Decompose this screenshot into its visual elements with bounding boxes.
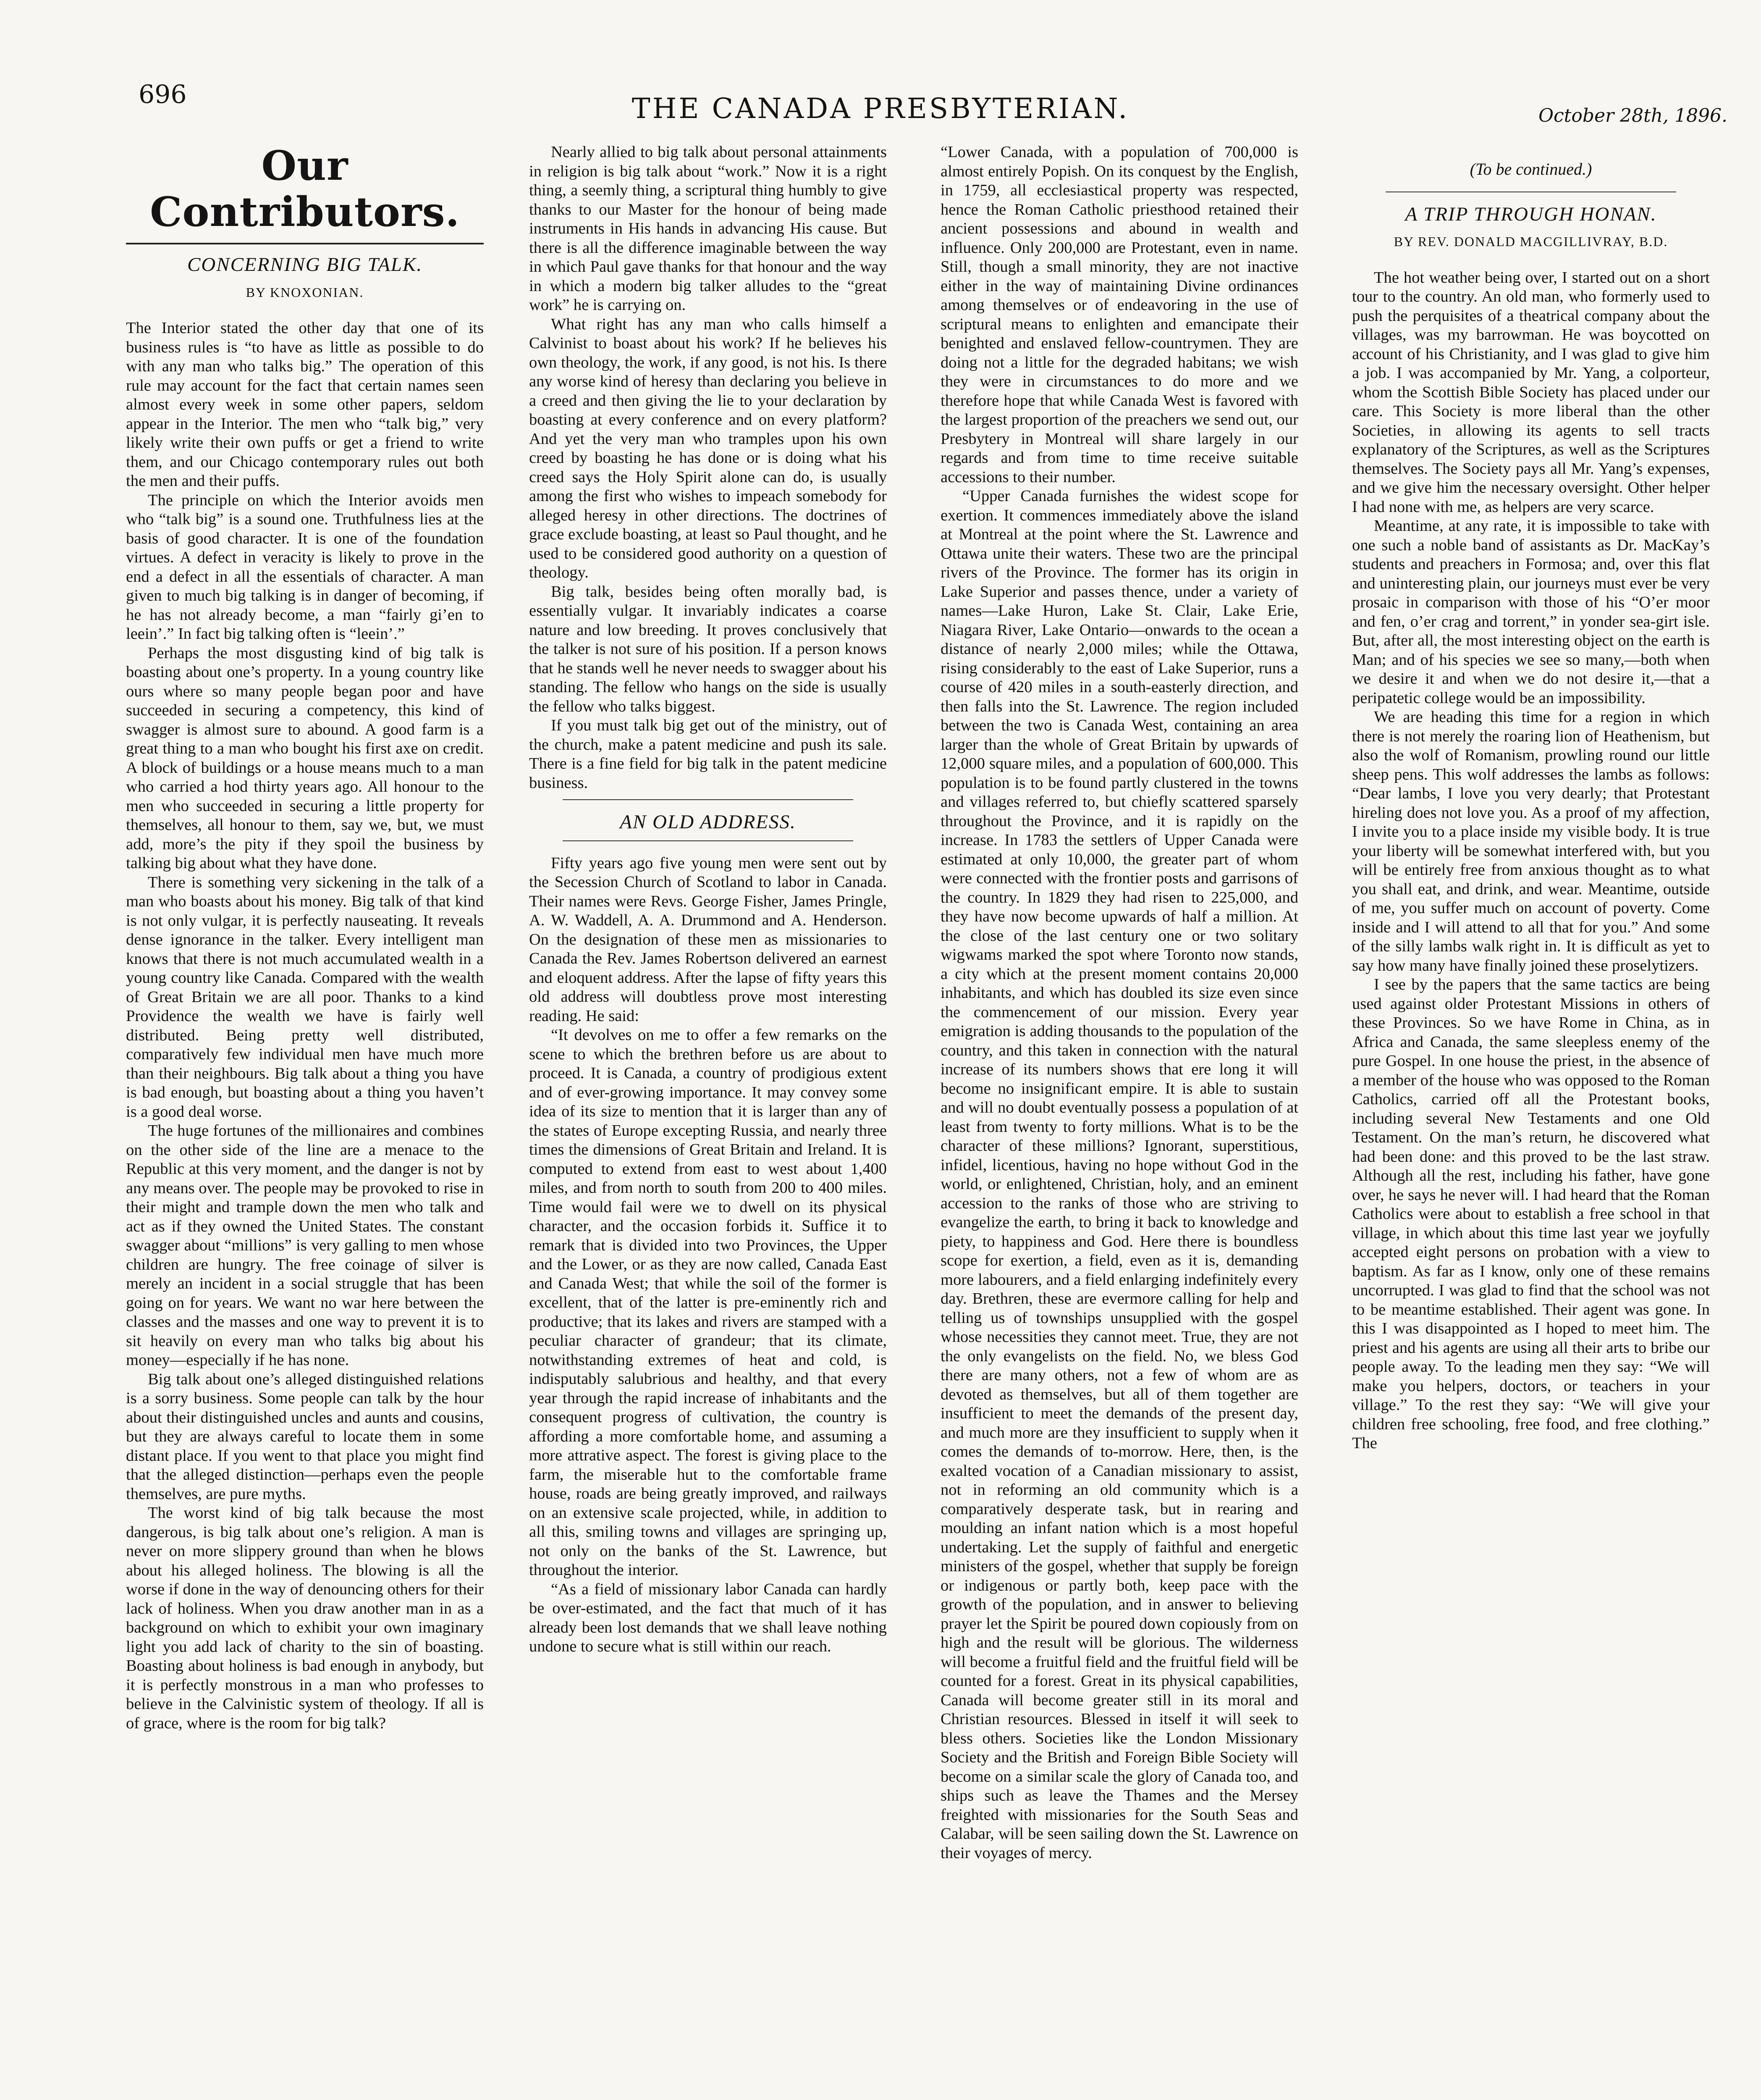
section-heading: Our Contributors. [150, 143, 460, 236]
article-byline: BY KNOXONIAN. [246, 284, 364, 300]
paragraph: “Upper Canada furnishes the widest scope for exertion. It commences immediately above the island at Montreal at the point where the St. Lawrence and Ottawa unite their waters. These two are the principal rivers of the Province. The former has its origin in Lake Superior and passes thence, under a variety of names—Lake Huron, Lake St. Clair, Lake Erie, Niagara River, Lake Ontario—onwards to the ocean a distance of nearly 2,000 miles; while the Ottawa, rising considerably to the east of Lake Superior, runs a course of 420 miles in a south-easterly direction, and then falls into the St. Lawrence. The region included between the two is Canada West, containing an area larger than the whole of Great Britain by upwards of 12,000 square miles, and a population of 600,000. This population is to be found partly clustered in the towns and villages referred to, but chiefly scattered sparsely throughout the Province, and it is rapidly on the increase. In 1783 the settlers of Upper Canada were estimated at only 10,000, the greater part of whom were connected with the frontier posts and garrisons of the country. In 1829 they had risen to 225,000, and they have now become upwards of half a million. At the close of the last century one or two solitary wigwams marked the spot where Toronto now stands, a city which at the present moment contains 20,000 inhabitants, and which has doubled its size even since the commencement of our mission. Every year emigration is adding thousands to the population of the country, and this taken in connection with the natural increase of its numbers shows that ere long it will become no insignificant empire. It is able to sustain and will no doubt eventually possess a population of at least from twenty to forty millions. What is to be the character of these millions? Ignorant, superstitious, infidel, licentious, having no hope without God in the world, or enlightened, Christian, holy, and an eminent accession to the ranks of those who are striving to evangelize the earth, to bring it back to knowledge and piety, to happiness and God. Here there is boundless scope for exertion, a field, even as it is, demanding more labourers, and a field enlarging indefinitely every day. Brethren, these are evermore calling for help and telling us of townships unsupplied with the gospel whose necessities they cannot meet. True, they are not the only evangelists on the field. No, we bless God there are many others, not a few of whom are as devoted as themselves, but all of them together are insufficient to meet the demands of the present day, and much more are they insufficient to supply when it comes the demands of to-morrow. Here, then, is the exalted vocation of a Canadian missionary to assist, not in reforming an old community which is a comparatively desperate task, but in rearing and moulding an infant nation which is a most hopeful undertaking. Let the supply of faithful and energetic ministers of the gospel, whether that supply be foreign or indigenous or partly both, keep pace with the growth of the population, and in answer to believing prayer let the Spirit be poured down copiously from on high and the result will be glorious. The wilderness will become a fruitful field and the fruitful field will be counted for a forest. Great in its physical capabilities, Canada will become greater still in its moral and Christian resources. Blessed in itself it will seek to bless others. Societies like the London Missionary Society and the British and Foreign Bible Society will become on a similar scale the glory of Canada too, and ships such as leave the Thames and the Mersey freighted with missionaries for the South Seas and Calabar, will be seen sailing down the St. Lawrence on their voyages of mercy. [941, 487, 1298, 1862]
column-2 [529, 143, 887, 2100]
continued-note: (To be continued.) [1470, 160, 1592, 178]
issue-date: October 28th, 1896. [1538, 105, 1727, 126]
paragraph: If you must talk big get out of the ministry, out of the church, make a patent medicine and push its sale. There is a fine field for big talk in the patent medicine business. [529, 717, 887, 792]
paragraph: “It devolves on me to offer a few remarks on the scene to which the brethren before us are about to proceed. It is Canada, a country of prodigious extent and of ever-growing importance. It may convey some idea of its size to mention that it is larger than any of the states of Europe excepting Russia, and nearly three times the dimensions of Great Britain and Ireland. It is computed to extend from east to west about 1,400 miles, and from north to south from 200 to 400 miles. Time would fail were we to dwell on its physical character, and the occasion forbids it. Suffice it to remark that is divided into two Provinces, the Upper and the Lower, or as they are now called, Canada East and Canada West; that while the soil of the former is excellent, that of the latter is pre-eminently rich and productive; that its lakes and rivers are stamped with a peculiar character of grandeur; that its climate, notwithstanding extremes of heat and cold, is indisputably salubrious and healthy, and that every year through the rapid increase of inhabitants and the consequent progress of cultivation, the country is affording a more comfortable home, and assuming a more attrative aspect. The forest is giving place to the farm, the miserable hut to the comfortable frame house, roads are being greatly improved, and railways on an extensive scale projected, while, in addition to all this, smiling towns and villages are springing up, not only on the banks of the St. Lawrence, but throughout the interior. [529, 1026, 887, 1579]
article-title-big-talk: CONCERNING BIG TALK. [187, 254, 423, 276]
paragraph: Fifty years ago five young men were sent out by the Secession Church of Scotland to labor in Canada. Their names were Revs. George Fisher, James Pringle, A. W. Waddell, A. A. Drummond and A. Henderson. On the designation of these men as missionaries to Canada the Rev. James Robertson delivered an earnest and eloquent address. After the lapse of fifty years this old address will doubtless prove most interesting reading. He said: [529, 854, 887, 1025]
title-underline [563, 840, 853, 841]
column-4 [1352, 143, 1710, 2100]
column-1 [126, 143, 484, 2100]
paragraph: The principle on which the Interior avoids men who “talk big” is a sound one. Truthfulness lies at the basis of good character. It is one of the foundation virtues. A defect in veracity is likely to prove in the end a defect in all the essentials of character. A man given to much big talking is in danger of becoming, if he has not already become, a man “fairly gi’en to leein’.” In fact big talking often is “leein’.” [126, 491, 484, 643]
paragraph: Big talk about one’s alleged distinguished relations is a sorry business. Some people can talk by the hour about their distinguished uncles and aunts and cousins, but they are always careful to locate them in some distant place. If you went to that place you might find that the alleged distinction—perhaps even the people themselves, are pure myths. [126, 1370, 484, 1503]
column-3 [941, 143, 1298, 2100]
paragraph: I see by the papers that the same tactics are being used against older Protestant Missions in others of these Provinces. So we have Rome in China, as in Africa and Canada, the same sleepless enemy of the pure Gospel. In one house the priest, in the absence of a member of the house who was opposed to the Roman Catholics, carried off all the Protestant books, including several New Testaments and one Old Testament. On the man’s return, he discovered what had been done: and this proved to be the last straw. Although all the rest, including his father, have gone over, he says he never will. I had heard that the Roman Catholics were about to establish a free school in that village, in which about this time last year we joyfully accepted eight persons on probation with a view to baptism. As far as I know, only one of these remains uncorrupted. I was glad to find that the school was not to be meantime established. Their agent was gone. In this I was disappointed as I hoped to meet him. The priest and his agents are using all their arts to bribe our people away. To the leading men they say: “We will make you helpers, doctors, or teachers in your village.” To the rest they say: “We will give your children free schooling, free food, and free clothing.” The [1352, 976, 1710, 1452]
paragraph: The worst kind of big talk because the most dangerous, is big talk about one’s religion. A man is never on more slippery ground than when he blows about his alleged holiness. The blowing is all the worse if done in the way of denouncing others for their lack of holiness. When you draw another man in as a background on which to exhibit your own imaginary light you add lack of charity to the sin of boasting. Boasting about holiness is bad enough in anybody, but it is perfectly monstrous in a man who professes to believe in the Calvinistic system of theology. If all is of grace, where is the room for big talk? [126, 1504, 484, 1732]
paragraph: Perhaps the most disgusting kind of big talk is boasting about one’s property. In a young country like ours where so many people began poor and have succeeded in securing a competency, this kind of swagger is almost sure to abound. A good farm is a great thing to a man who bought his first axe on credit. A block of buildings or a house means much to a man who carried a hod thirty years ago. All honour to the men who succeeded in securing a little property for themselves, all honour to them, say we, but, we must add, more’s the pity if they spoil the business by talking big about what they have done. [126, 644, 484, 872]
paragraph: The Interior stated the other day that one of its business rules is “to have as little as possible to do with any man who talks big.” The operation of this rule may account for the fact that certain names seen almost every week in some other papers, seldom appear in the Interior. The men who “talk big,” very likely write their own puffs or get a friend to write them, and our Chicago contemporary rules out both the men and their puffs. [126, 319, 484, 490]
paragraph: The hot weather being over, I started out on a short tour to the country. An old man, who formerly used to push the perquisites of a theatrical company about the villages, was my barrowman. He was boycotted on account of his Christianity, and I was glad to give him a job. I was accompanied by Mr. Yang, a colporteur, whom the Scottish Bible Society has placed under our care. This Society is more liberal than the other Societies, in allowing its agents to sell tracts explanatory of the Scriptures, as well as the Scriptures themselves. The Society pays all Mr. Yang’s expenses, and we give him the necessary oversight. Other helper I had none with me, as helpers are very scarce. [1352, 268, 1710, 516]
article-title-honan: A TRIP THROUGH HONAN. [1405, 203, 1657, 225]
paragraph: Nearly allied to big talk about personal attainments in religion is big talk about “work.” Now it is a right thing, a seemly thing, a scriptural thing humbly to give thanks to our Master for the honour of being made instruments in His hands in advancing His cause. But there is all the difference imaginable between the way in which Paul gave thanks for that honour and the way in which a modern big talker alludes to the “great work” he is carrying on. [529, 143, 887, 314]
paragraph: “As a field of missionary labor Canada can hardly be over-estimated, and the fact that much of it has already been lost demands that we shall leave nothing undone to secure what is still within our reach. [529, 1580, 887, 1655]
article-title-old-address: AN OLD ADDRESS. [620, 811, 796, 833]
paragraph: Big talk, besides being often morally bad, is essentially vulgar. It invariably indicates a coarse nature and low breeding. It proves conclusively that the talker is not sure of his position. If a person knows that he stands well he never needs to swagger about his standing. The fellow who hangs on the side is usually the fellow who talks biggest. [529, 583, 887, 715]
paragraph: Meantime, at any rate, it is impossible to take with one such a noble band of assistants as Dr. MacKay’s students and preachers in Formosa; and, over this flat and uninteresting plain, our journeys must ever be very prosaic in comparison with those of his “O’er moor and fen, o’er crag and torrent,” in yonder sea-girt isle. But, after all, the most interesting object on the earth is Man; and of his species we see so many,—both when we desire it and when we do not desire it,—that a peripatetic college would be an impossibility. [1352, 517, 1710, 707]
paragraph: The huge fortunes of the millionaires and combines on the other side of the line are a menace to the Republic at this very moment, and the danger is not by any means over. The people may be provoked to rise in their might and trample down the men who talk and act as if they owned the United States. The constant swagger about “millions” is very galling to men whose children are hungry. The free coinage of silver is merely an incident in a social struggle that has been going on for years. We want no war here between the classes and the masses and one way to prevent it is to sit heavily on every man who talks big about his money—especially if he has none. [126, 1122, 484, 1369]
article-byline: BY REV. DONALD MACGILLIVRAY, B.D. [1394, 234, 1668, 249]
paragraph: What right has any man who calls himself a Calvinist to boast about his work? If he believes his own theology, the work, if any good, is not his. Is there any worse kind of heresy than declaring you believe in a creed and then giving the lie to your declaration by boasting at every conference and on every platform? And yet the very man who tramples upon his own creed by boasting he has done or is doing what his creed says the Holy Spirit alone can do, is usually among the first who wishes to impeach somebody for alleged heresy in other directions. The doctrines of grace exclude boasting, at least so Paul thought, and he used to be considered good authority on a question of theology. [529, 315, 887, 581]
paragraph: “Lower Canada, with a population of 700,000 is almost entirely Popish. On its conquest by the English, in 1759, all ecclesiastical property was respected, hence the Roman Catholic priesthood retained their ancient possessions and abound in wealth and influence. Only 200,000 are Protestant, even in name. Still, though a small minority, they are not inactive either in the way of maintaining Divine ordinances among themselves or of endeavoring in the use of scriptural means to enlighten and emancipate their benighted and enslaved fellow-countrymen. They are doing not a little for the degraded habitans; we wish they were in circumstances to do more and we therefore hope that while Canada West is favored with the largest proportion of the preachers we send out, our Presbytery in Montreal will share largely in our regards and from time to time receive suitable accessions to their number. [941, 143, 1298, 486]
page-number: 696 [139, 80, 187, 109]
paragraph: There is something very sickening in the talk of a man who boasts about his money. Big talk of that kind is not only vulgar, it is perfectly nauseating. It reveals dense ignorance in the talker. Every intelligent man knows that there is not much accumulated wealth in a young country like Canada. Compared with the wealth of Great Britain we are all poor. Thanks to a kind Providence the wealth we have is fairly well distributed. Being pretty well distributed, comparatively few individual men have much more than their neighbours. Big talk about a thing you have is bad enough, but boasting about a thing you haven’t is a good deal worse. [126, 873, 484, 1121]
paragraph: We are heading this time for a region in which there is not merely the roaring lion of Heathenism, but also the wolf of Romanism, prowling round our little sheep pens. This wolf addresses the lambs as follows: “Dear lambs, I love you very dearly; that Protestant hireling does not love you. As a proof of my affection, I invite you to a place inside my visible body. It is true your liberty will be somewhat interfered with, but you will be entirely free from anxious thought as to what you shall eat, and drink, and wear. Meantime, outside of me, you suffer much on account of poverty. Come inside and I will attend to all that for you.” And some of the silly lambs walk right in. It is difficult as yet to say how many have finally joined these proselytizers. [1352, 708, 1710, 974]
masthead [0, 0, 1761, 139]
newspaper-title: THE CANADA PRESBYTERIAN. [632, 92, 1129, 125]
article-divider [563, 799, 853, 800]
heading-rule [126, 243, 484, 244]
